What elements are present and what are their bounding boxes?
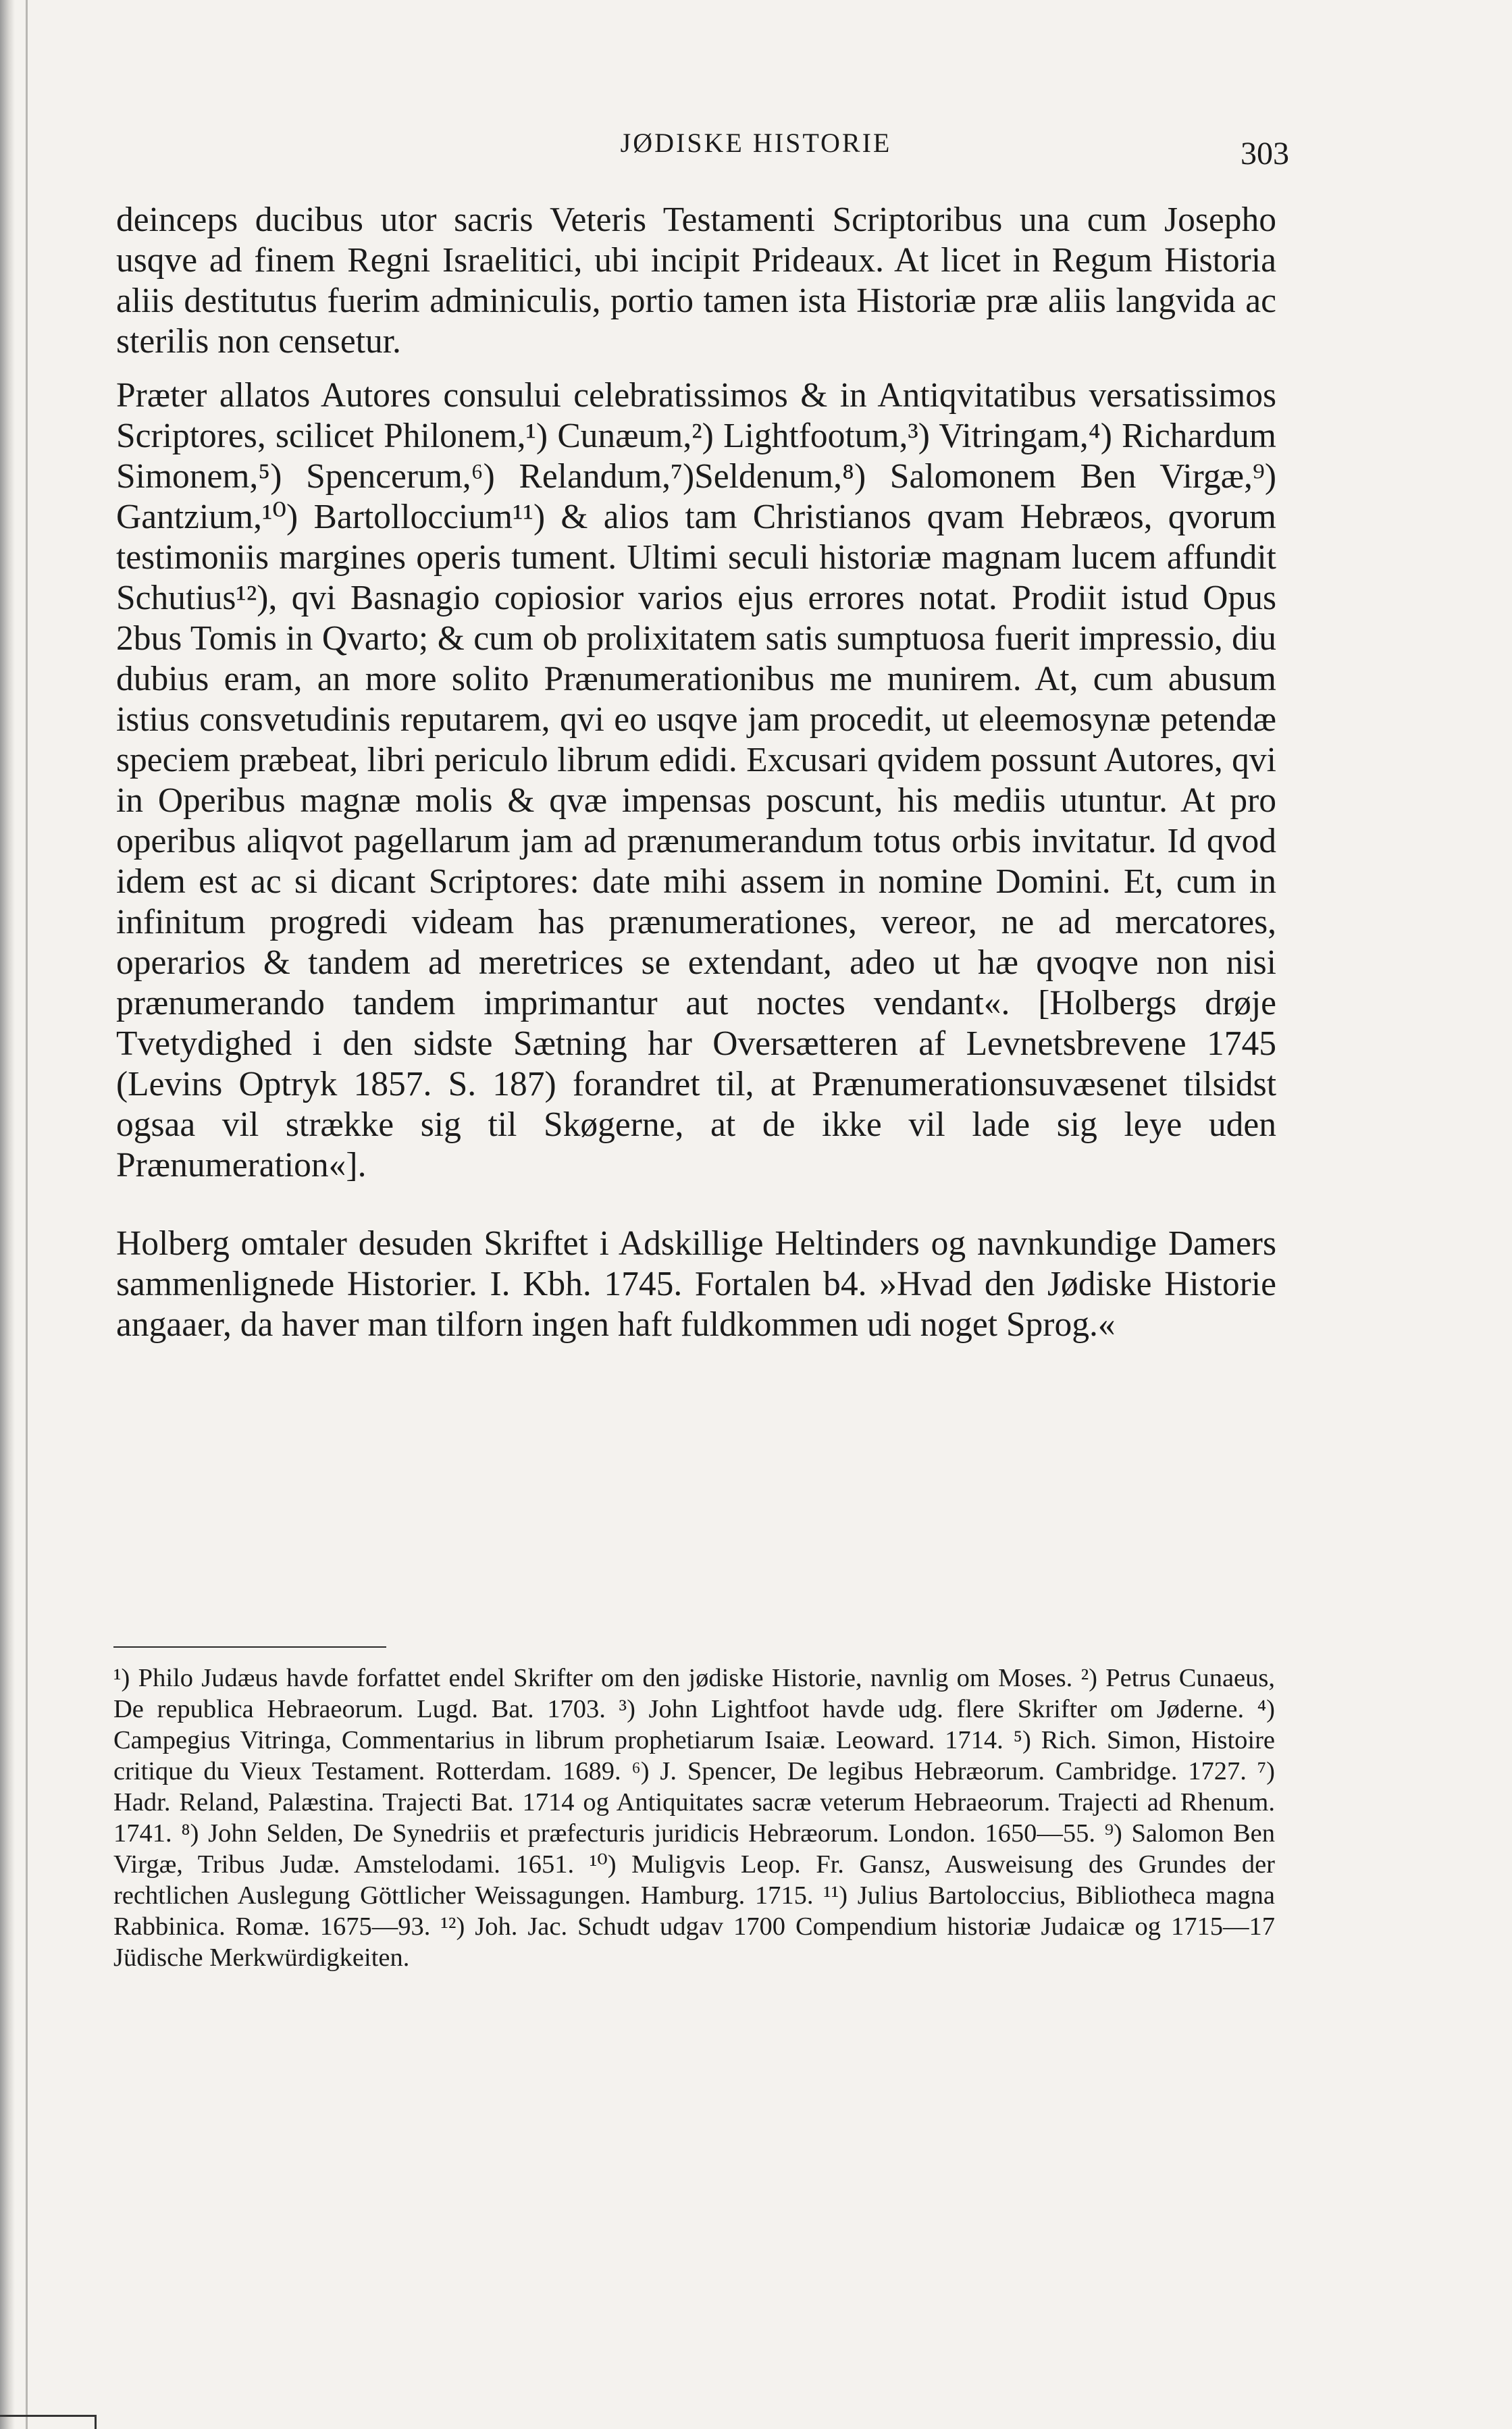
- page-number: 303: [1241, 136, 1289, 172]
- footnotes: [113, 1663, 1275, 1973]
- footnote-text: ¹) Philo Judæus havde forfattet endel Skrifter om den jødiske Historie, navnlig om Moses. ²) Petrus Cunaeus, De republica Hebraeorum. Lugd. Bat. 1703. ³) John Lightfoot havde udg. flere Skrifter om Jøderne. ⁴) Campegius Vitringa, Commentarius in librum prophetiarum Isaiæ. Leoward. 1714. ⁵) Rich. Simon, Histoire critique du Vieux Testament. Rotterdam. 1689. ⁶) J. Spencer, De legibus Hebræorum. Cambridge. 1727. ⁷) Hadr. Reland, Palæstina. Trajecti Bat. 1714 og Antiquitates sacræ veterum Hebraeorum. Trajecti ad Rhenum. 1741. ⁸) John Selden, De Synedriis et præfecturis juridicis Hebræorum. London. 1650—55. ⁹) Salomon Ben Virgæ, Tribus Judæ. Amstelodami. 1651. ¹⁰) Muligvis Leop. Fr. Gansz, Ausweisung des Grundes der rechtlichen Auslegung Göttlicher Weissagungen. Hamburg. 1715. ¹¹) Julius Bartoloccius, Bibliotheca magna Rabbinica. Romæ. 1675—93. ¹²) Joh. Jac. Schudt udgav 1700 Compendium historiæ Judaicæ og 1715—17 Jüdische Merkwürdigkeiten.: [113, 1664, 1275, 1972]
- book-gutter-shadow: [0, 0, 15, 2429]
- corner-mark: [0, 2415, 97, 2429]
- gutter-line: [26, 0, 28, 2429]
- running-head: JØDISKE HISTORIE: [620, 128, 892, 158]
- paragraph-2: Præter allatos Autores consului celebratissimos & in Antiqvitatibus versatissimos Scriptores, scilicet Philonem,¹) Cunæum,²) Lightfootum,³) Vitringam,⁴) Richardum Simonem,⁵) Spencerum,⁶) Relandum,⁷)Seldenum,⁸) Salomonem Ben Virgæ,⁹) Gantzium,¹⁰) Bartolloccium¹¹) & alios tam Christianos qvam Hebræos, qvorum testimoniis margines operis tument. Ultimi seculi historiæ magnam lucem affundit Schutius¹²), qvi Basnagio copiosior varios ejus errores notat. Prodiit istud Opus 2bus Tomis in Qvarto; & cum ob prolixitatem satis sumptuosa fuerit impressio, diu dubius eram, an more solito Prænumerationibus me munirem. At, cum abusum istius consvetudinis reputarem, qvi eo usqve jam procedit, ut eleemosynæ petendæ speciem præbeat, libri periculo librum edidi. Excusari qvidem possunt Autores, qvi in Operibus magnæ molis & qvæ impensas poscunt, his mediis utuntur. At pro operibus aliqvot pagellarum jam ad prænumerandum totus orbis invitatur. Id qvod idem est ac si dicant Scriptores: date mihi assem in nomine Domini. Et, cum in infinitum progredi videam has prænumerationes, vereor, ne ad mercatores, operarios & tandem ad meretrices se extendant, adeo ut hæ qvoqve non nisi prænumerando tandem imprimantur aut noctes vendant«. [Holbergs drøje Tvetydighed i den sidste Sætning har Oversætteren af Levnetsbrevene 1745 (Levins Optryk 1857. S. 187) forandret til, at Prænumerationsuvæsenet tilsidst ogsaa vil strække sig til Skøgerne, at de ikke vil lade sig leye uden Prænumeration«].: [116, 376, 1276, 1184]
- main-text: [116, 200, 1276, 1345]
- footnote-rule: [113, 1646, 386, 1648]
- paragraph-1: deinceps ducibus utor sacris Veteris Testamenti Scriptoribus una cum Josepho usqve ad finem Regni Israelitici, ubi incipit Prideaux. At licet in Regum Historia aliis destitutus fuerim adminiculis, portio tamen ista Historiæ præ aliis langvida ac sterilis non censetur.: [116, 201, 1276, 361]
- paragraph-3: Holberg omtaler desuden Skriftet i Adskillige Heltinders og navnkundige Damers sammenlignede Historier. I. Kbh. 1745. Fortalen b4. »Hvad den Jødiske Historie angaaer, da haver man tilforn ingen haft fuldkommen udi noget Sprog.«: [116, 1224, 1276, 1344]
